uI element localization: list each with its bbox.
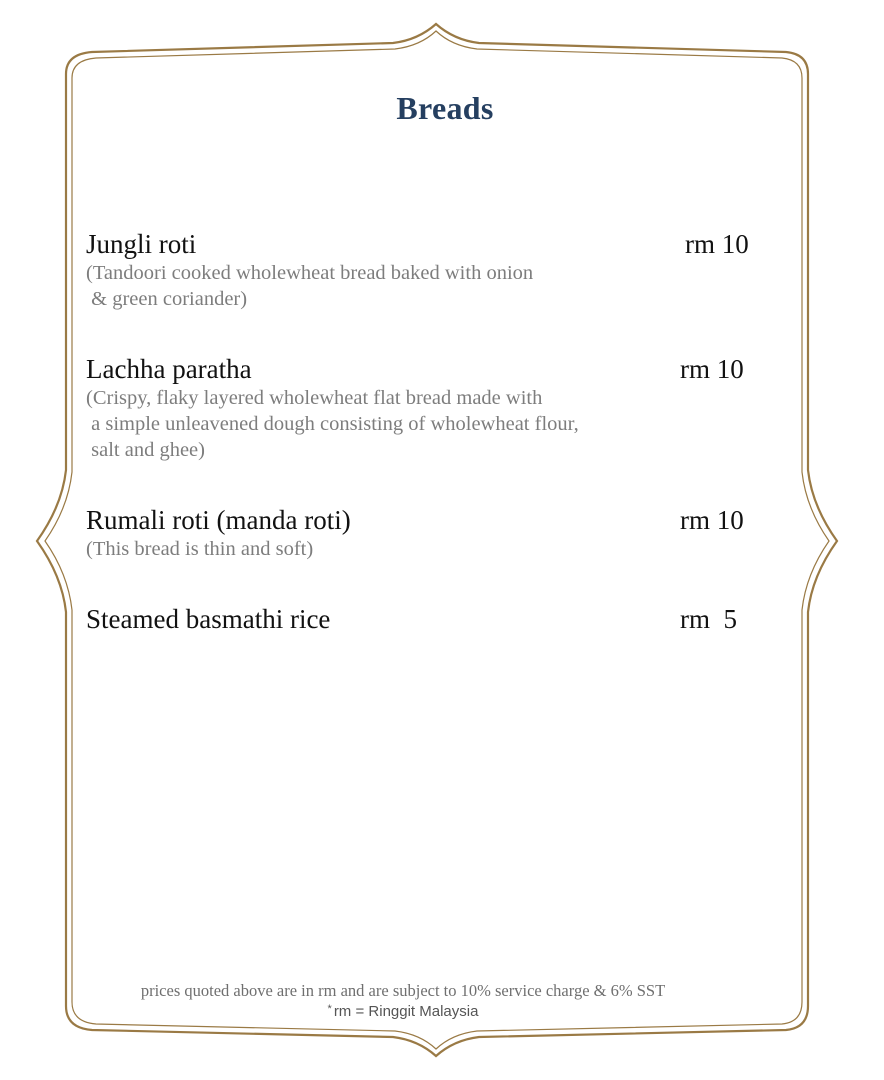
menu-item-name: Lachha paratha [86, 354, 252, 384]
menu-item-price: rm 10 [680, 354, 744, 384]
menu-item-description: (This bread is thin and soft) [86, 538, 314, 560]
menu-item-price: rm 5 [680, 604, 737, 634]
menu-title: Breads [396, 90, 494, 126]
menu-item-price: rm 10 [680, 505, 744, 535]
menu-item [86, 353, 766, 463]
menu-item-description: (Tandoori cooked wholewheat bread baked with onion & green coriander) [86, 262, 534, 310]
currency-note-text: rm = Ringgit Malaysia [333, 1003, 479, 1020]
currency-note [0, 1003, 806, 1020]
menu-item-name: Steamed basmathi rice [86, 604, 331, 634]
footnote-asterisk: * [327, 1003, 332, 1015]
menu-item [86, 603, 766, 635]
menu-item [86, 228, 766, 312]
menu-item-name: Rumali roti (manda roti) [86, 505, 351, 535]
menu-item-price: rm 10 [685, 229, 749, 259]
menu-item-name: Jungli roti [86, 229, 197, 259]
menu-item-description: (Crispy, flaky layered wholewheat flat bread made with a simple unleavened dough consisting of wholewheat flour, salt and ghee) [86, 387, 579, 461]
service-charge-note: prices quoted above are in rm and are subject to 10% service charge & 6% SST [140, 981, 666, 1000]
menu-item [86, 504, 766, 562]
